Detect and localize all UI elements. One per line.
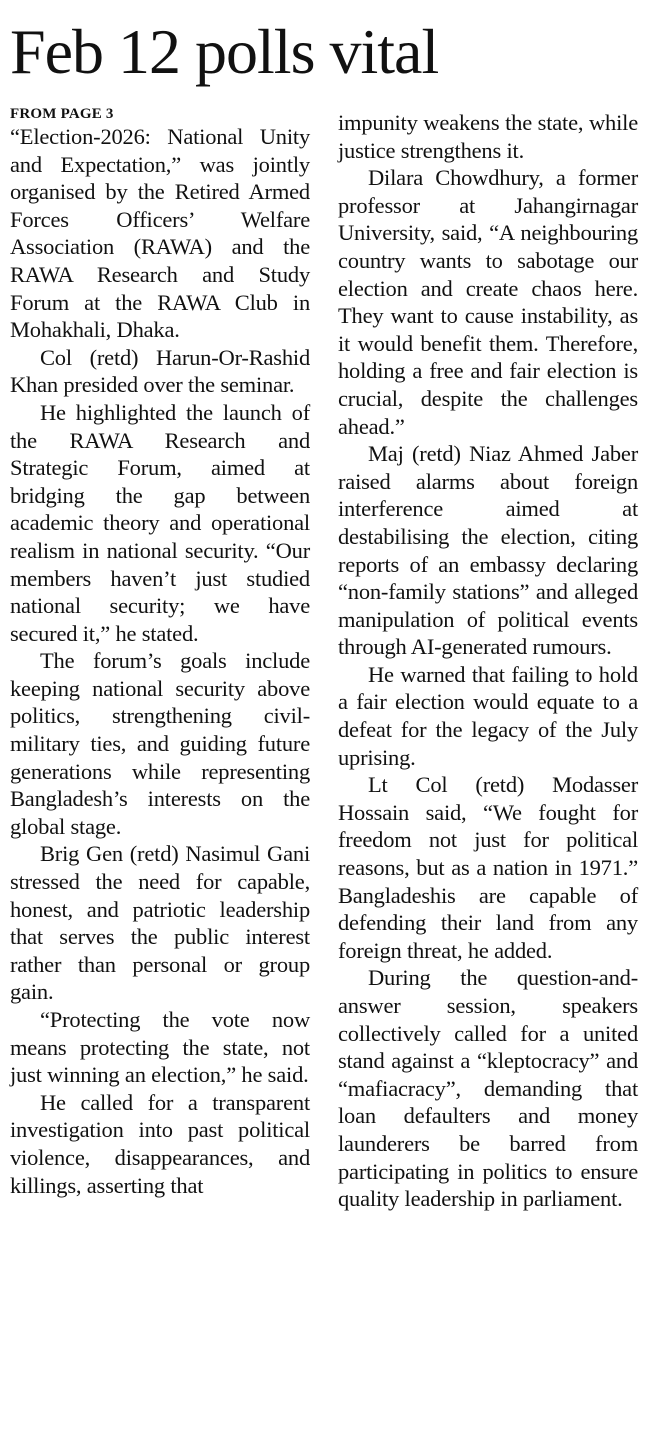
paragraph: Maj (retd) Niaz Ahmed Jaber raised alarms about foreign interference aimed at destabilising the election, citing reports of an embassy declaring “non-family stations” and alleged manipulation of political events through AI-generated rumours. (338, 441, 638, 660)
paragraph: impunity weakens the state, while justice strengthens it. (338, 110, 638, 163)
paragraph: He warned that failing to hold a fair election would equate to a defeat for the legacy of the July uprising. (338, 661, 638, 770)
left-column (10, 123, 310, 1199)
right-column (338, 109, 638, 1213)
headline: Feb 12 polls vital (10, 16, 439, 87)
paragraph: During the question-and-answer session, speakers collectively called for a united stand against a “kleptocracy” and “mafiacracy”, demanding that loan defaulters and money launderers be barred from participating in politics to ensure quality leadership in parliament. (338, 965, 638, 1212)
paragraph: He highlighted the launch of the RAWA Research and Strategic Forum, aimed at bridging the gap between academic theory and operational realism in national security. “Our members haven’t just studied national security; we have secured it,” he stated. (10, 399, 310, 646)
paragraph: Lt Col (retd) Modasser Hossain said, “We fought for freedom not just for political reasons, but as a nation in 1971.” Bangladeshis are capable of defending their land from any foreign threat, he added. (338, 772, 638, 963)
paragraph: Col (retd) Harun-Or-Rashid Khan presided over the seminar. (10, 344, 310, 398)
paragraph: “Protecting the vote now means protecting the state, not just winning an election,” he said. (10, 1007, 310, 1088)
kicker-from-page: FROM PAGE 3 (10, 106, 114, 122)
paragraph: “Election-2026: National Unity and Expectation,” was jointly organised by the Retired Armed Forces Officers’ Welfare Association (RAWA) and the RAWA Research and Study Forum at the RAWA Club in Mohakhali, Dhaka. (10, 124, 310, 343)
paragraph: The forum’s goals include keeping national security above politics, strengthening civil-military ties, and guiding future generations while representing Bangladesh’s interests on the global stage. (10, 648, 310, 839)
paragraph: Dilara Chowdhury, a former professor at Jahangirnagar University, said, “A neighbouring country wants to sabotage our election and create chaos here. They want to cause instability, as it would benefit them. Therefore, holding a free and fair election is crucial, despite the challenges ahead.” (338, 165, 638, 439)
paragraph: He called for a transparent investigation into past political violence, disappearances, and killings, asserting that (10, 1089, 310, 1198)
paragraph: Brig Gen (retd) Nasimul Gani stressed the need for capable, honest, and patriotic leadership that serves the public interest rather than personal or group gain. (10, 841, 310, 1005)
